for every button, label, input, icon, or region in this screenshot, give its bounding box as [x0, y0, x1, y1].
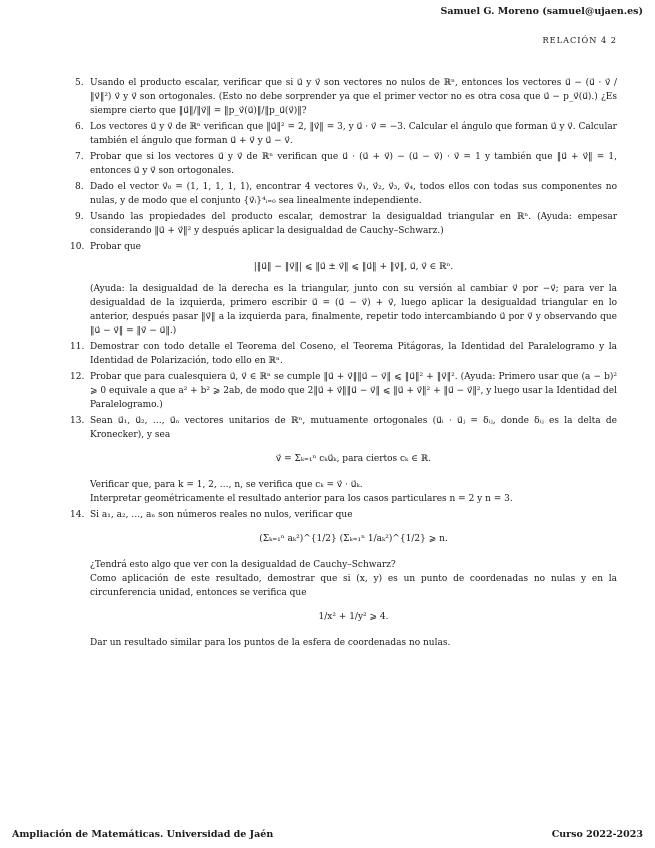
exercise-number: 6.: [75, 122, 84, 132]
exercise-13-verify: Verificar que, para k = 1, 2, …, n, se verifica que cₖ = v⃗ · u⃗ₖ.: [90, 480, 363, 490]
exercise-14-equation: (Σₖ₌₁ⁿ aₖ²)^{1/2} (Σₖ₌₁ⁿ 1/aₖ²)^{1/2} ⩾ n.: [259, 534, 448, 544]
exercise-6-text: Los vectores u⃗ y v⃗ de ℝⁿ verifican que ‖u⃗‖² = 2, ‖v⃗‖ = 3, y u⃗ · v⃗ = −3. Calcular el ángulo que forman u⃗ y v⃗. Calcular también el ángulo que forman u⃗ + v⃗ y u⃗ − v⃗.: [90, 122, 617, 146]
exercise-5: [77, 76, 617, 118]
exercise-number: 14.: [70, 510, 85, 520]
exercise-14-inequality: 1/x² + 1/y² ⩾ 4.: [318, 612, 389, 622]
exercise-10-intro: Probar que: [90, 242, 141, 252]
exercise-number: 12.: [70, 372, 85, 382]
exercise-14-application: Como aplicación de este resultado, demostrar que si (x, y) es un punto de coordenadas no nulas y en la circunferencia unidad, entonces se verifica que: [90, 574, 617, 598]
exercise-13-interpret: Interpretar geométricamente el resultado anterior para los casos particulares n = 2 y n = 3.: [90, 494, 513, 504]
exercise-number: 10.: [70, 242, 85, 252]
exercise-13-intro: Sean u⃗₁, u⃗₂, …, u⃗ₙ vectores unitarios de ℝⁿ, mutuamente ortogonales (u⃗ᵢ · u⃗ⱼ = δᵢⱼ, donde δᵢⱼ es la delta de Kronecker), y sea: [90, 416, 617, 440]
page-relation-number: RELACIÓN 4 2: [542, 35, 617, 45]
exercise-number: 8.: [75, 182, 84, 192]
exercise-14-question: ¿Tendrá esto algo que ver con la desigualdad de Cauchy–Schwarz?: [90, 560, 396, 570]
exercise-8-text: Dado el vector v⃗₀ = (1, 1, 1, 1, 1), encontrar 4 vectores v⃗₁, v⃗₂, v⃗₃, v⃗₄, todos ellos con todas sus componentes no nulas, y de modo que el conjunto {v⃗ᵢ}⁴ᵢ₌₀ sea linealmente independiente.: [90, 182, 617, 206]
exercise-14-closing: Dar un resultado similar para los puntos de la esfera de coordenadas no nulas.: [90, 638, 451, 648]
exercise-12-text: Probar que para cualesquiera u⃗, v⃗ ∈ ℝⁿ se cumple ‖u⃗ + v⃗‖‖u⃗ − v⃗‖ ⩽ ‖u⃗‖² + ‖v⃗‖². (Ayuda: Primero usar que (a − b)² ⩾ 0 equivale a que a² + b² ⩾ 2ab, de modo que 2‖u⃗ + v⃗‖‖u⃗ − v⃗‖ ⩽ ‖u⃗ + v⃗‖² + ‖u⃗ − v⃗‖², y luego usar la Identidad del Paralelogramo.): [90, 372, 617, 410]
footer-course-institution: Ampliación de Matemáticas. Universidad de Jaén: [12, 829, 274, 840]
exercise-6: [77, 120, 617, 148]
exercise-8: [77, 180, 617, 208]
exercise-13: [70, 414, 617, 506]
exercise-5-line-1: Usando el producto escalar, verificar que si u⃗ y v⃗ son vectores no nulos de ℝⁿ, entonces los vectores: [90, 78, 562, 88]
exercise-5-line-2: u⃗ − (u⃗ · v⃗ / ‖v⃗‖²) v⃗ y v⃗ son ortogonales. (Esto no debe sorprender ya que el primer vector no es otra cosa que: [90, 78, 617, 102]
exercise-7-text: Probar que si los vectores u⃗ y v⃗ de ℝⁿ verifican que u⃗ · (u⃗ + v⃗) − (u⃗ − v⃗) · v⃗ = 1 y también que ‖u⃗ + v⃗‖ = 1, entonces u⃗ y v⃗ son ortogonales.: [90, 152, 617, 176]
exercise-number: 11.: [70, 342, 85, 352]
footer-academic-year: Curso 2022-2023: [551, 829, 643, 840]
exercise-number: 9.: [75, 212, 84, 222]
exercise-14-intro: Si a₁, a₂, …, aₙ son números reales no nulos, verificar que: [90, 510, 353, 520]
exercise-5-line-3: u⃗ − p_v⃗(u⃗).) ¿Es siempre cierto que ‖u⃗‖/‖v⃗‖ = ‖p_v⃗(u⃗)‖/‖p_u⃗(v⃗)‖?: [90, 92, 617, 116]
exercise-12: [70, 370, 617, 412]
exercise-9-text: Usando las propiedades del producto escalar, demostrar la desigualdad triangular en ℝⁿ. (Ayuda: empesar considerando ‖u⃗ + v⃗‖² y después aplicar la desigualdad de Cauchy–Schwarz.): [90, 212, 617, 236]
exercise-number: 7.: [75, 152, 84, 162]
exercise-9: [77, 210, 617, 238]
exercise-14: [70, 508, 617, 650]
exercise-10: [70, 240, 617, 338]
exercise-10-equation: |‖u⃗‖ − ‖v⃗‖| ⩽ ‖u⃗ ± v⃗‖ ⩽ ‖u⃗‖ + ‖v⃗‖, u⃗, v⃗ ∈ ℝⁿ.: [253, 262, 454, 272]
exercise-number: 5.: [75, 78, 84, 88]
exercise-10-hint: (Ayuda: la desigualdad de la derecha es la triangular, junto con su versión al cambiar v⃗ por −v⃗; para ver la desigualdad de la izquierda, primero escribir u⃗ = (u⃗ − v⃗) + v⃗, luego aplicar la desigualdad triangular en lo anterior, después pasar ‖v⃗‖ a la izquierda para, finalmente, repetir todo intercambiando u⃗ por v⃗ y observando que ‖u⃗ − v⃗‖ = ‖v⃗ − u⃗‖.): [90, 284, 617, 336]
exercise-11: [70, 340, 617, 368]
exercise-13-equation: v⃗ = Σₖ₌₁ⁿ cₖu⃗ₖ, para ciertos cₖ ∈ ℝ.: [275, 454, 432, 464]
page-author: Samuel G. Moreno (samuel@ujaen.es): [440, 6, 643, 17]
exercise-5-text: [90, 76, 617, 118]
exercise-11-text: Demostrar con todo detalle el Teorema del Coseno, el Teorema Pitágoras, la Identidad del Paralelogramo y la Identidad de Polarización, todo ello en ℝⁿ.: [90, 342, 617, 366]
exercise-number: 13.: [70, 416, 85, 426]
exercise-list: [70, 76, 617, 652]
exercise-7: [77, 150, 617, 178]
